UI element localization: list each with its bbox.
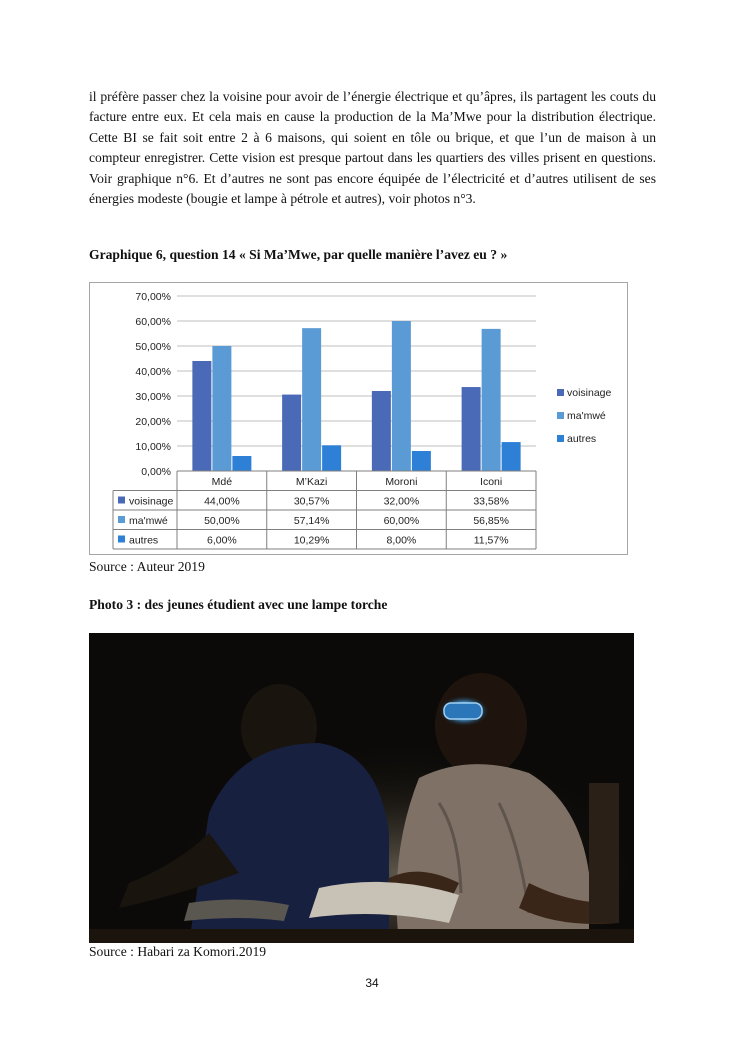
legend-label: ma'mwé: [567, 410, 606, 422]
bar-voisinage-3: [462, 387, 481, 471]
graph-title: Graphique 6, question 14 « Si Ma’Mwe, par quelle manière l’avez eu ? »: [89, 247, 508, 262]
table-cell-value: 60,00%: [383, 515, 420, 527]
table-cell-value: 30,57%: [293, 495, 330, 508]
y-tick-label: 0,00%: [141, 466, 171, 478]
category-label: Moroni: [385, 476, 418, 488]
chart-svg: [90, 283, 629, 556]
bar-autres-1: [322, 445, 341, 471]
photo-students-torch: [89, 633, 634, 943]
table-cell-value: 50,00%: [204, 515, 240, 527]
page-number: 34: [365, 976, 379, 990]
bar-mamw-2: [392, 321, 411, 471]
category-label: Iconi: [480, 476, 503, 488]
bar-voisinage-1: [282, 395, 301, 471]
legend-label: autres: [567, 433, 597, 445]
y-tick-label: 50,00%: [135, 341, 171, 353]
table-cell-value: 57,14%: [293, 515, 330, 527]
legend-key: [557, 412, 564, 419]
y-tick-label: 20,00%: [135, 416, 171, 428]
legend-key: [557, 389, 564, 396]
table-cell-value: 32,00%: [383, 495, 420, 508]
bar-mamw-0: [212, 346, 231, 471]
table-cell-value: 6,00%: [206, 534, 237, 547]
y-tick-label: 60,00%: [135, 316, 171, 328]
graph-source: Source : Auteur 2019: [89, 559, 205, 574]
bar-mamw-3: [482, 329, 501, 471]
table-series-label: voisinage: [129, 495, 174, 508]
table-legend-key: [118, 516, 125, 523]
y-tick-label: 40,00%: [135, 366, 171, 378]
bar-voisinage-2: [372, 391, 391, 471]
table-cell-value: 56,85%: [473, 515, 509, 527]
table-cell-value: 10,29%: [293, 534, 330, 547]
bar-voisinage-0: [192, 361, 211, 471]
bar-chart: [89, 282, 628, 555]
table-series-label: ma'mwé: [129, 515, 168, 527]
table-cell-value: 11,57%: [473, 534, 509, 547]
category-label: M’Kazi: [295, 476, 328, 488]
table-legend-key: [118, 497, 125, 504]
photo-source: Source : Habari za Komori.2019: [89, 944, 267, 959]
legend-label: voisinage: [567, 387, 612, 399]
table-cell-value: 44,00%: [204, 495, 240, 508]
category-label: Mdé: [211, 476, 233, 488]
table-cell-value: 33,58%: [473, 495, 509, 508]
legend-key: [557, 435, 564, 442]
body-paragraph: il préfère passer chez la voisine pour avoir de l’énergie électrique et qu’âpres, ils partagent les couts du facture entre eux. Et cela mais en cause la production de la Ma’Mwe pour la distribution électrique. Cette BI se fait soit entre 2 à 6 maisons, qui soient en tôle ou brique, et que l’un de maison à un compteur enregistrer. Cette vision est presque partout dans les quartiers des villes prisent en questions. Voir graphique n°6. Et d’autres ne sont pas encore équipée de l’électricité et d’autres utilisent de ses énergies modeste (bougie et lampe à pétrole et autres), voir photos n°3.: [89, 89, 656, 207]
photo-title: Photo 3 : des jeunes étudient avec une lampe torche: [89, 597, 388, 612]
y-tick-label: 70,00%: [135, 291, 171, 303]
y-tick-label: 10,00%: [135, 441, 171, 453]
y-tick-label: 30,00%: [135, 391, 171, 403]
bar-autres-0: [232, 456, 251, 471]
table-series-label: autres: [129, 534, 159, 547]
bar-mamw-1: [302, 328, 321, 471]
table-legend-key: [118, 536, 125, 543]
bar-autres-3: [502, 442, 521, 471]
bar-autres-2: [412, 451, 431, 471]
table-cell-value: 8,00%: [386, 534, 417, 547]
